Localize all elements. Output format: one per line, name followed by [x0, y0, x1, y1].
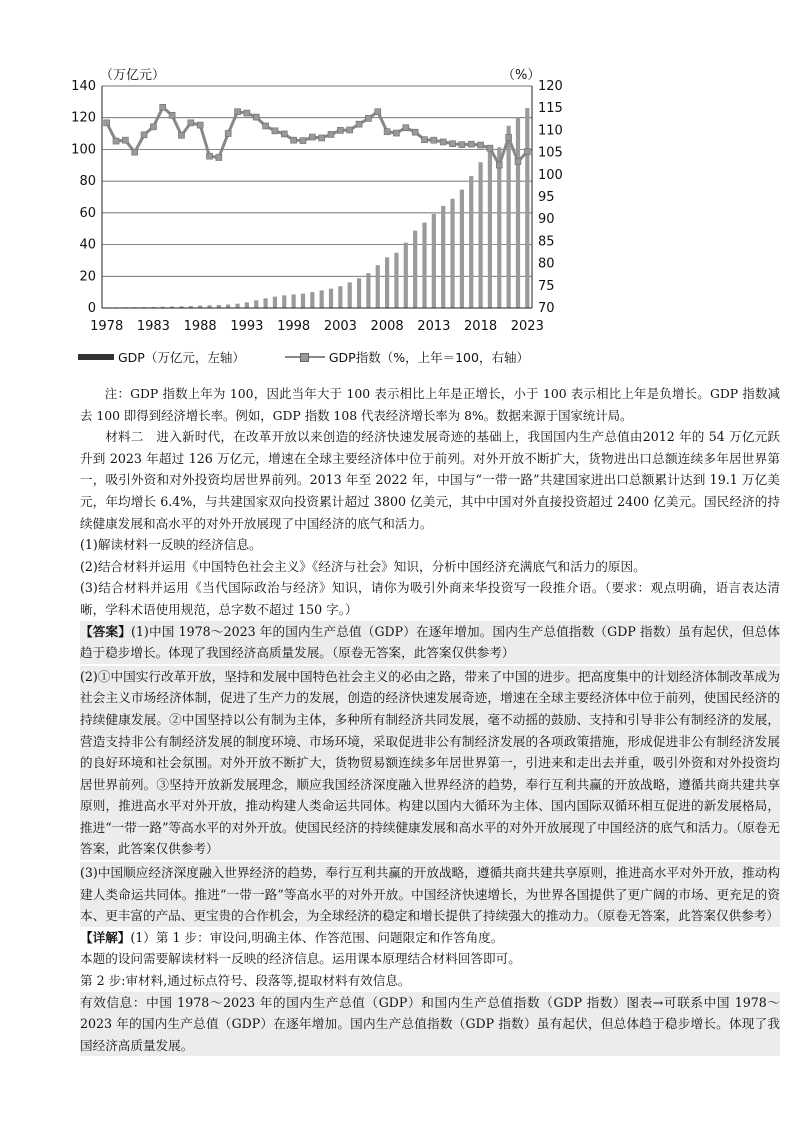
- gdp-index-point: [197, 122, 203, 128]
- detail-label: 【详解】: [80, 929, 131, 945]
- gdp-index-point: [244, 110, 250, 116]
- gdp-bar: [226, 305, 230, 308]
- gdp-bar: [320, 290, 324, 308]
- gdp-bar: [282, 295, 286, 308]
- material-two-label: 材料二: [105, 429, 144, 445]
- gdp-index-point: [169, 112, 175, 118]
- gdp-index-point: [496, 162, 502, 168]
- gdp-index-point: [450, 141, 456, 147]
- detail-1: [80, 927, 780, 949]
- gdp-index-point: [431, 137, 437, 143]
- gdp-index-point: [403, 125, 409, 131]
- gdp-bar: [235, 304, 239, 308]
- gdp-bar: [507, 126, 511, 308]
- gdp-index-point: [319, 135, 325, 141]
- answer-3: (3)中国顺应经济深度融入世界经济的趋势，奉行互利共赢的开放战略，遵循共商共建共享原则，推进高水平对外开放，推动构建人类命运共同体。推进“一带一路”等高水平的对外开放。中国经济快速增长，为世界各国提供了更广阔的市场、更充足的资本、更丰富的产品、更宝贵的合作机会，为全球经济的稳定和增长提供了持续强大的推动力。（原卷无答案，此答案仅供参考）: [80, 862, 780, 927]
- gdp-bar: [348, 282, 352, 308]
- gdp-index-point: [356, 121, 362, 127]
- gdp-bar: [292, 294, 296, 308]
- gdp-index-point: [253, 114, 259, 120]
- gdp-bar: [441, 206, 445, 308]
- x-tick-label: 1993: [230, 319, 264, 334]
- gdp-index-point: [375, 109, 381, 115]
- gdp-index-point: [487, 145, 493, 151]
- gdp-bar: [460, 190, 464, 308]
- right-tick-label: 95: [538, 190, 555, 205]
- gdp-index-point: [468, 141, 474, 147]
- x-tick-label: 2013: [417, 319, 451, 334]
- gdp-bar: [357, 278, 361, 308]
- question-3: (3)结合材料并运用《当代国际政治与经济》知识，请你为吸引外商来华投资写一段推介语。（要求：观点明确，语言表达清晰，学科术语使用规范，总字数不超过 150 字。）: [80, 580, 780, 617]
- answer-1: [80, 621, 780, 664]
- gdp-index-point: [393, 130, 399, 136]
- legend-item-gdp: [78, 348, 245, 366]
- left-tick-label: 140: [71, 79, 96, 94]
- gdp-index-line: [104, 104, 531, 168]
- gdp-bar: [263, 298, 267, 308]
- gdp-index-point: [235, 109, 241, 115]
- gdp-bar: [450, 199, 454, 308]
- question-text: [80, 383, 780, 1056]
- gdp-bar: [273, 297, 277, 308]
- chart-gridlines: [102, 86, 532, 308]
- gdp-bar: [469, 176, 473, 308]
- gdp-index-point: [524, 149, 530, 155]
- gdp-index-point: [104, 120, 110, 126]
- gdp-bar: [413, 231, 417, 308]
- gdp-bar: [338, 286, 342, 308]
- x-tick-label: 2023: [510, 319, 544, 334]
- x-tick-label: 2003: [323, 319, 357, 334]
- gdp-index-point: [515, 158, 521, 164]
- gdp-index-point: [337, 127, 343, 133]
- gdp-index-point: [365, 115, 371, 121]
- gdp-bar: [497, 147, 501, 308]
- gdp-index-point: [347, 127, 353, 133]
- detail-1-text: (1）第 1 步：审设问,明确主体、作答范围、问题限定和作答角度。: [130, 929, 504, 945]
- gdp-bar: [254, 300, 258, 308]
- legend-item-gdp-index: [285, 348, 529, 366]
- gdp-index-point: [122, 137, 128, 143]
- gdp-bar: [385, 257, 389, 308]
- x-tick-label: 1998: [277, 319, 311, 334]
- legend-line-swatch: [285, 352, 325, 362]
- gdp-bar: [432, 214, 436, 308]
- left-tick-label: 80: [79, 174, 96, 190]
- gdp-bar: [422, 223, 426, 308]
- right-tick-label: 90: [538, 212, 555, 228]
- chart-note: 注：GDP 指数上年为 100，因此当年大于 100 表示相比上年是正增长，小于 100 表示相比上年是负增长。GDP 指数减去 100 即得到经济增长率。例如，GDP 指数 108 代表经济增长率为 8%。数据来源于国家统计局。: [80, 386, 780, 423]
- left-tick-label: 60: [79, 205, 96, 221]
- gdp-index-point: [272, 128, 278, 134]
- gdp-index-point: [178, 132, 184, 138]
- gdp-bar: [310, 292, 314, 308]
- gdp-index-point: [263, 123, 269, 129]
- gdp-index-point: [132, 149, 138, 155]
- detail-4: 有效信息：中国 1978～2023 年的国内生产总值（GDP）和国内生产总值指数（GDP 指数）图表→可联系中国 1978～2023 年的国内生产总值（GDP）在逐年增加。国内生产总值指数（GDP 指数）虽有起伏，但总体趋于稳步增长。体现了我国经济高质量发展。: [80, 992, 780, 1057]
- left-axis-unit-label: （万亿元）: [100, 68, 166, 83]
- gdp-index-point: [225, 131, 231, 137]
- gdp-index-point: [188, 120, 194, 126]
- gdp-bar: [516, 117, 520, 308]
- gdp-index-point: [160, 104, 166, 110]
- gdp-bar: [329, 289, 333, 308]
- detail-3: 第 2 步:审材料,通过标点符号、段落等,提取材料有效信息。: [80, 973, 411, 989]
- right-tick-label: 120: [538, 79, 563, 94]
- x-tick-label: 2018: [464, 319, 498, 334]
- answer-2: (2)①中国实行改革开放，坚持和发展中国特色社会主义的必由之路，带来了中国的进步。把高度集中的计划经济体制改革成为社会主义市场经济体制，促进了生产力的发展，创造的经济快速发展奇迹，增速在全球主要经济体中位于前列，使国民经济的持续健康发展。②中国坚持以公有制为主体，多种所有制经济共同发展，毫不动摇的鼓励、支持和引导非公有制经济的发展，营造支持非公有制经济发展的制度环境、市场环境，采取促进非公有制经济发展的各项政策措施，形成促进非公有制经济发展的良好环境和社会氛围。对外开放不断扩大，货物贸易额连续多年居世界第一，引进来和走出去并重，吸引外资和对外投资均居世界前列。③坚持开放新发展理念，顺应我国经济深度融入世界经济的趋势，奉行互利共赢的开放战略，遵循共商共建共享原则，推进高水平对外开放，推动构建人类命运共同体。构建以国内大循环为主体、国内国际双循环相互促进的新发展格局，推进“一带一路”等高水平的对外开放。使国民经济的持续健康发展和高水平的对外开放展现了中国经济的底气和活力。（原卷无答案，此答案仅供参考）: [80, 666, 780, 860]
- right-tick-label: 115: [538, 101, 563, 117]
- gdp-index-point: [113, 138, 119, 144]
- legend-label-gdp-index: GDP指数（%，上年＝100，右轴）: [328, 350, 529, 365]
- gdp-bar: [376, 265, 380, 308]
- gdp-bar: [525, 108, 529, 308]
- gdp-index-point: [291, 137, 297, 143]
- gdp-index-point: [440, 139, 446, 145]
- material-two-text: 进入新时代，在改革开放以来创造的经济快速发展奇迹的基础上，我国国内生产总值由2012 年的 54 万亿元跃升到 2023 年超过 126 万亿元，增速在全球主要经济体中位于前列。对外开放不断扩大，货物进出口总额连续多年居世界第一，吸引外资和对外投资均居世界前列。2013 年至 2022 年，中国与“一带一路”共建国家进出口总额累计达到 19.1 万亿美元，年均增长 6.4%，与共建国家双向投资累计超过 3800 亿美元，其中中国对外直接投资超过 2400 亿美元。国民经济的持续健康发展和高水平的对外开放展现了中国经济的底气和活力。: [80, 429, 781, 531]
- answer-1-text: (1)中国 1978～2023 年的国内生产总值（GDP）在逐年增加。国内生产总值指数（GDP 指数）虽有起伏，但总体趋于稳步增长。体现了我国经济高质量发展。（原卷无答案，此答案仅供参考）: [80, 623, 780, 661]
- detail-2: 本题的设问需要解读材料一反映的经济信息。运用课本原理结合材料回答即可。: [80, 951, 521, 967]
- gdp-chart-svg: [70, 62, 570, 367]
- right-tick-label: 105: [538, 145, 563, 161]
- gdp-bar: [488, 152, 492, 308]
- gdp-bar: [404, 243, 408, 308]
- gdp-bar: [366, 273, 370, 308]
- gdp-bar: [478, 162, 482, 308]
- left-tick-label: 0: [87, 301, 96, 316]
- right-tick-label: 80: [538, 256, 555, 272]
- right-axis-unit-label: （%）: [502, 68, 541, 83]
- gdp-index-point: [309, 134, 315, 140]
- left-tick-label: 20: [79, 269, 96, 285]
- gdp-index-point: [150, 124, 156, 130]
- question-1: (1)解读材料一反映的经济信息。: [80, 537, 262, 553]
- gdp-bar: [394, 253, 398, 308]
- gdp-bar: [245, 302, 249, 308]
- gdp-bar: [301, 294, 305, 308]
- left-tick-label: 120: [71, 110, 96, 126]
- chart-legend: [78, 347, 638, 367]
- gdp-index-point: [422, 137, 428, 143]
- material-two: [80, 426, 780, 534]
- right-tick-label: 85: [538, 234, 555, 250]
- gdp-index-point: [207, 153, 213, 159]
- gdp-index-point: [412, 129, 418, 135]
- gdp-chart: [70, 62, 570, 367]
- x-tick-label: 1988: [183, 319, 217, 334]
- legend-bar-swatch: [78, 354, 114, 360]
- gdp-index-point: [384, 129, 390, 135]
- right-tick-label: 70: [538, 301, 555, 316]
- gdp-index-point: [281, 131, 287, 137]
- right-tick-label: 75: [538, 278, 555, 294]
- left-tick-label: 100: [71, 142, 96, 158]
- question-2: (2)结合材料并运用《中国特色社会主义》《经济与社会》知识，分析中国经济充满底气和活力的原因。: [80, 558, 646, 574]
- left-tick-label: 40: [79, 237, 96, 253]
- gdp-index-point: [141, 132, 147, 138]
- gdp-index-point: [506, 135, 512, 141]
- x-tick-label: 2008: [370, 319, 404, 334]
- x-tick-label: 1978: [90, 319, 124, 334]
- gdp-index-point: [478, 142, 484, 148]
- legend-label-gdp: GDP（万亿元，左轴）: [118, 350, 245, 365]
- right-tick-label: 110: [538, 123, 563, 139]
- gdp-index-point: [459, 142, 465, 148]
- gdp-index-point: [216, 154, 222, 160]
- x-tick-label: 1983: [136, 319, 170, 334]
- gdp-index-point: [300, 138, 306, 144]
- answer-label: 【答案】: [80, 623, 131, 639]
- right-tick-label: 100: [538, 167, 563, 183]
- gdp-index-point: [328, 131, 334, 137]
